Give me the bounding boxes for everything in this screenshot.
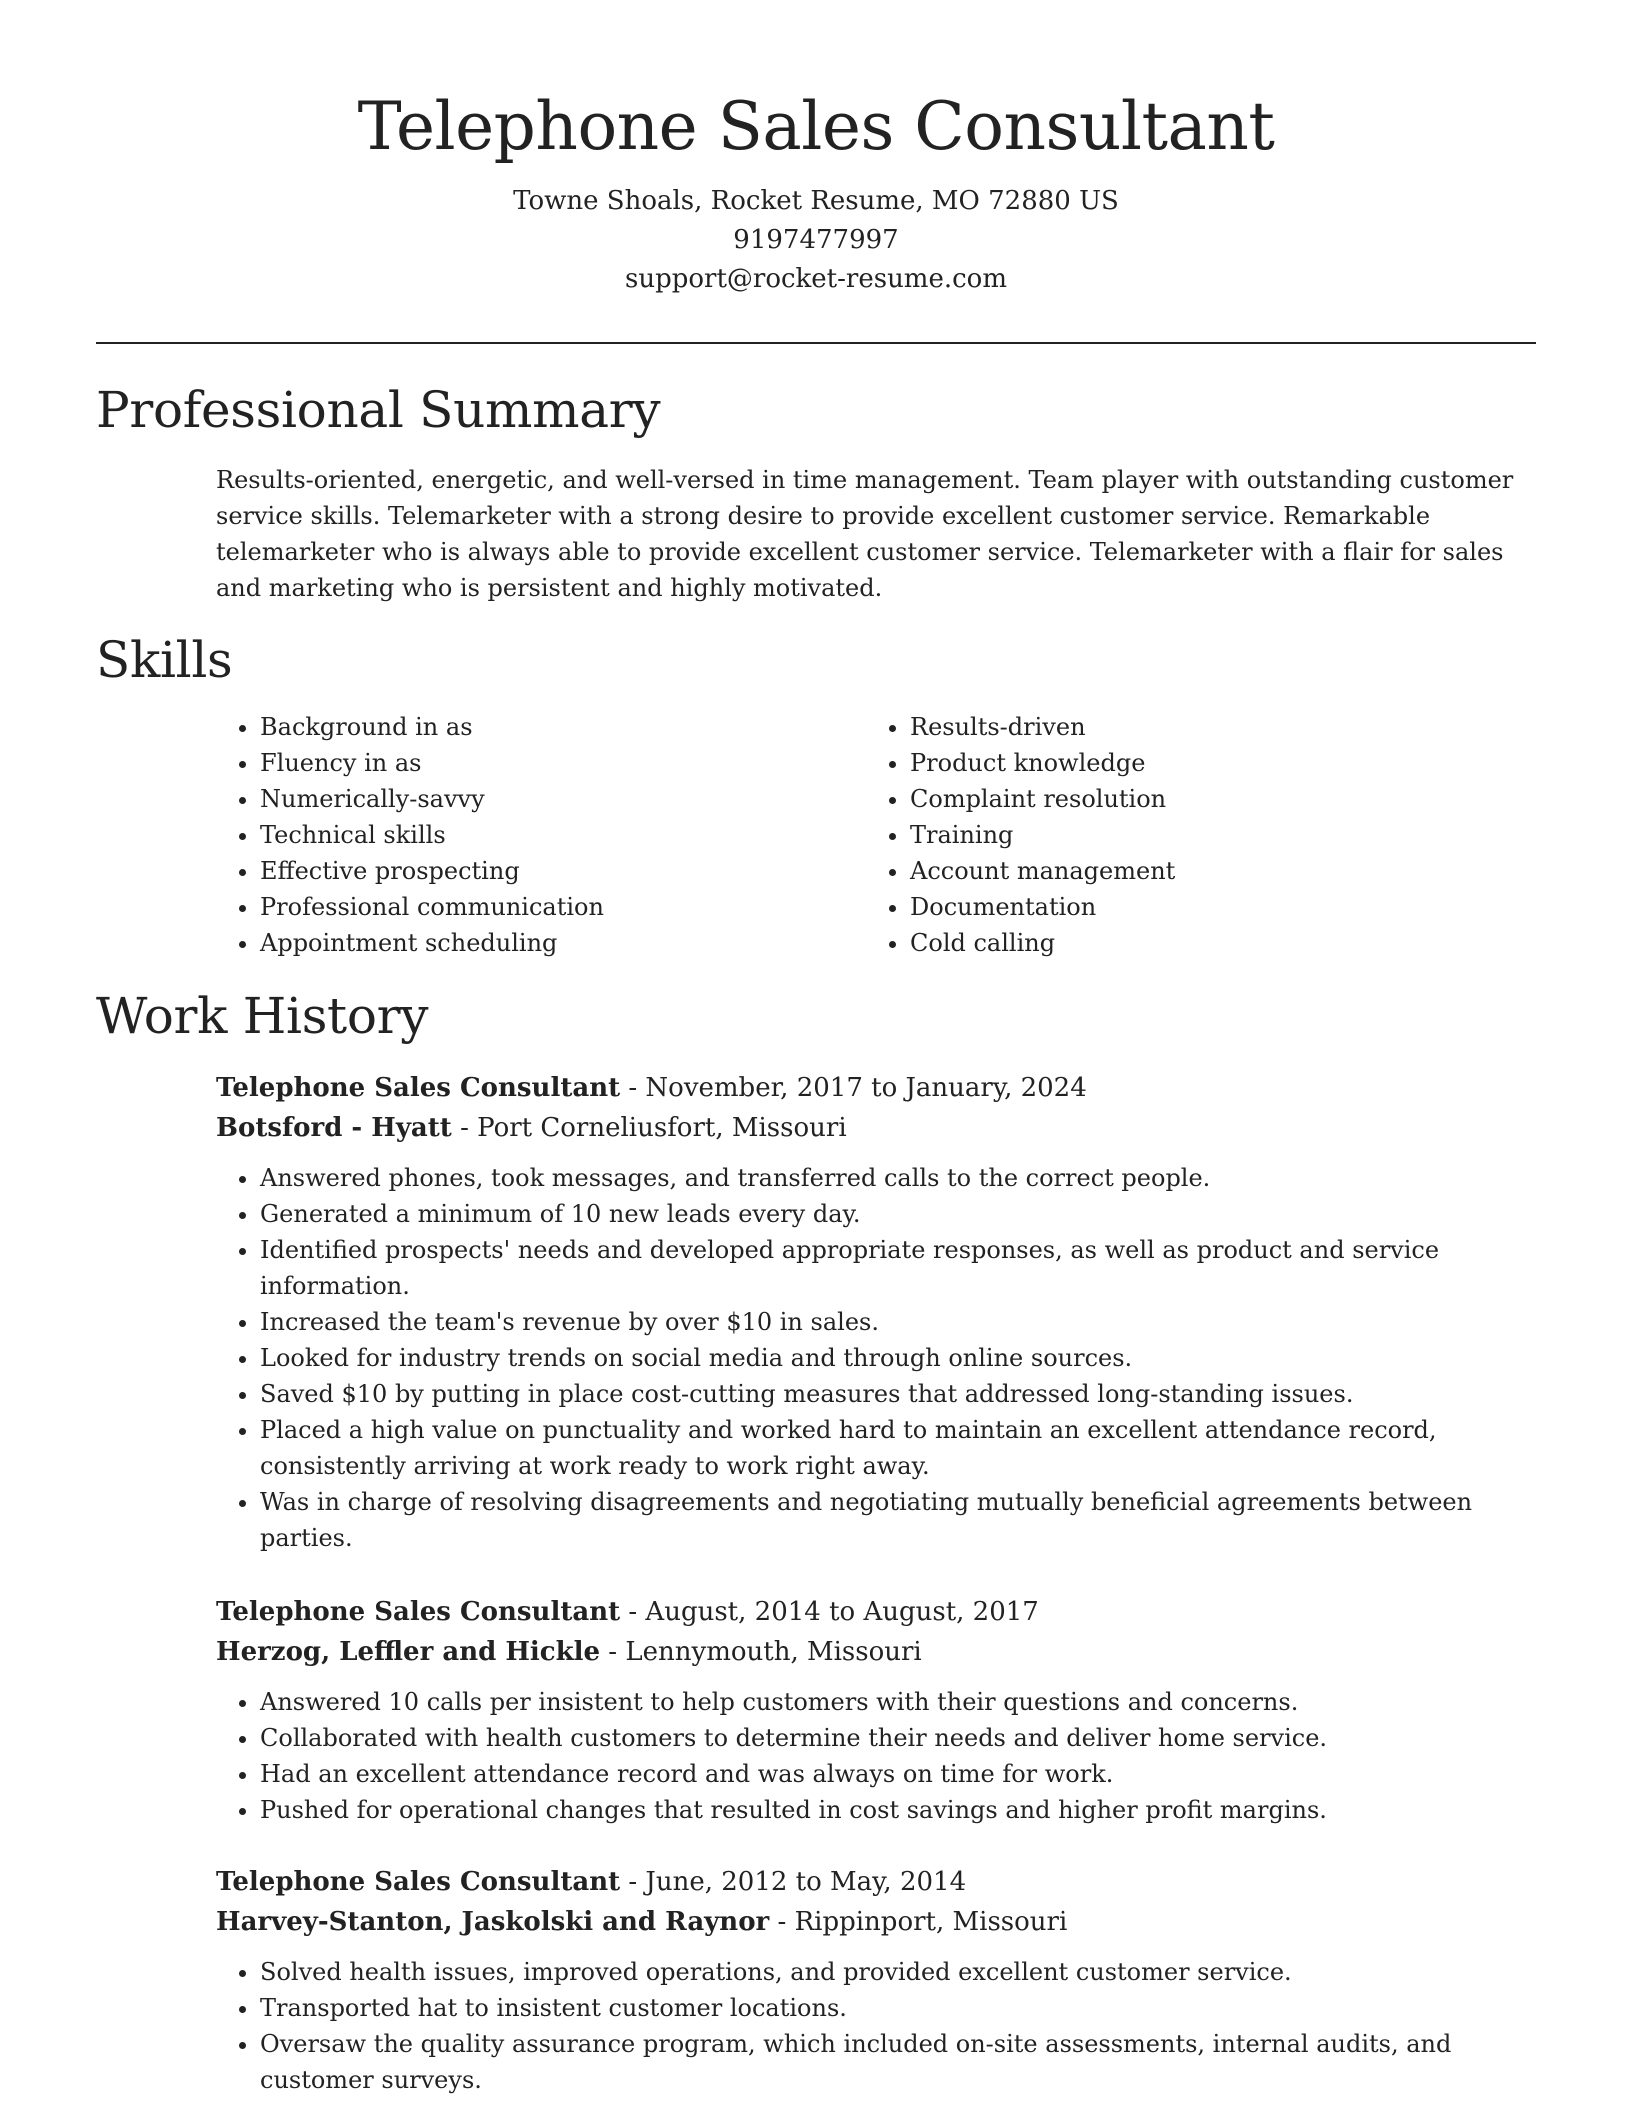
job-company-line [216, 1902, 1536, 1942]
skill-item: • Account management [910, 853, 1486, 889]
skill-item: • Fluency in as [260, 745, 836, 781]
job-company: Herzog, Leffler and Hickle [216, 1637, 601, 1667]
job-company: Harvey-Stanton, Jaskolski and Raynor [216, 1907, 770, 1937]
job-bullet: • Placed a high value on punctuality and worked hard to maintain an excellent attendance record, consistently arriving at work ready to work right away. [260, 1412, 1536, 1484]
skill-item: • Effective prospecting [260, 853, 836, 889]
job-bullet: • Identified prospects' needs and developed appropriate responses, as well as product and service information. [260, 1232, 1536, 1304]
job-bullet: • Collaborated with health customers to determine their needs and deliver home service. [260, 1720, 1536, 1756]
resume-header [0, 82, 1632, 299]
job-entry [216, 1862, 1536, 2098]
skills-right-column [866, 709, 1486, 961]
job-bullet: • Solved health issues, improved operations, and provided excellent customer service. [260, 1954, 1536, 1990]
summary-text: Results-oriented, energetic, and well-versed in time management. Team player with outstanding customer service skills. Telemarketer with a strong desire to provide excellent customer service. Remarkable telemarketer who is always able to provide excellent customer service. Telemarketer with a flair for sales and marketing who is persistent and highly motivated. [216, 466, 1514, 602]
skill-item: • Professional communication [260, 889, 836, 925]
summary-heading: Professional Summary [96, 381, 661, 439]
job-bullets [216, 1954, 1536, 2098]
job-bullet: • Was in charge of resolving disagreements and negotiating mutually beneficial agreements between parties. [260, 1484, 1536, 1556]
job-location: - Port Corneliusfort, Missouri [451, 1113, 847, 1143]
job-entry [216, 1068, 1536, 1556]
job-title: Telephone Sales Consultant [216, 1867, 621, 1897]
job-bullet: • Pushed for operational changes that resulted in cost savings and higher profit margins. [260, 1792, 1536, 1828]
skill-item: • Technical skills [260, 817, 836, 853]
skill-item: • Numerically-savvy [260, 781, 836, 817]
skill-item: • Documentation [910, 889, 1486, 925]
contact-email: support@rocket-resume.com [624, 264, 1007, 294]
job-company: Botsford - Hyatt [216, 1113, 452, 1143]
skill-item: • Appointment scheduling [260, 925, 836, 961]
job-bullets [216, 1684, 1536, 1828]
job-bullet: • Saved $10 by putting in place cost-cutting measures that addressed long-standing issues. [260, 1376, 1536, 1412]
skill-item: • Complaint resolution [910, 781, 1486, 817]
job-dates: - June, 2012 to May, 2014 [620, 1867, 967, 1897]
job-title: Telephone Sales Consultant [216, 1597, 621, 1627]
job-company-line [216, 1632, 1536, 1672]
job-title: Telephone Sales Consultant [216, 1073, 621, 1103]
contact-address: Towne Shoals, Rocket Resume, MO 72880 US [513, 186, 1119, 216]
header-divider [96, 342, 1536, 344]
job-bullet: • Oversaw the quality assurance program, which included on-site assessments, internal audits, and customer surveys. [260, 2026, 1536, 2098]
skills-list-left [216, 709, 836, 961]
job-bullet: • Increased the team's revenue by over $10 in sales. [260, 1304, 1536, 1340]
job-dates: - November, 2017 to January, 2024 [620, 1073, 1087, 1103]
skill-item: • Results-driven [910, 709, 1486, 745]
job-dates: - August, 2014 to August, 2017 [620, 1597, 1039, 1627]
job-bullet: • Answered 10 calls per insistent to help customers with their questions and concerns. [260, 1684, 1536, 1720]
skill-item: • Background in as [260, 709, 836, 745]
job-title-line [216, 1068, 1536, 1108]
job-bullets [216, 1160, 1536, 1556]
job-bullet: • Generated a minimum of 10 new leads every day. [260, 1196, 1536, 1232]
job-location: - Rippinport, Missouri [769, 1907, 1068, 1937]
work-history-heading: Work History [96, 987, 429, 1045]
job-entry [216, 1592, 1536, 1828]
skills-left-column [216, 709, 836, 961]
skills-heading: Skills [96, 631, 233, 689]
job-bullet: • Answered phones, took messages, and transferred calls to the correct people. [260, 1160, 1536, 1196]
job-bullet: • Looked for industry trends on social media and through online sources. [260, 1340, 1536, 1376]
contact-phone: 9197477997 [733, 225, 899, 255]
candidate-name: Telephone Sales Consultant [357, 88, 1275, 165]
job-company-line [216, 1108, 1536, 1148]
job-title-line [216, 1592, 1536, 1632]
skill-item: • Cold calling [910, 925, 1486, 961]
job-title-line [216, 1862, 1536, 1902]
skills-list-right [866, 709, 1486, 961]
job-location: - Lennymouth, Missouri [600, 1637, 922, 1667]
skill-item: • Training [910, 817, 1486, 853]
job-bullet: • Had an excellent attendance record and was always on time for work. [260, 1756, 1536, 1792]
job-bullet: • Transported hat to insistent customer locations. [260, 1990, 1536, 2026]
skill-item: • Product knowledge [910, 745, 1486, 781]
